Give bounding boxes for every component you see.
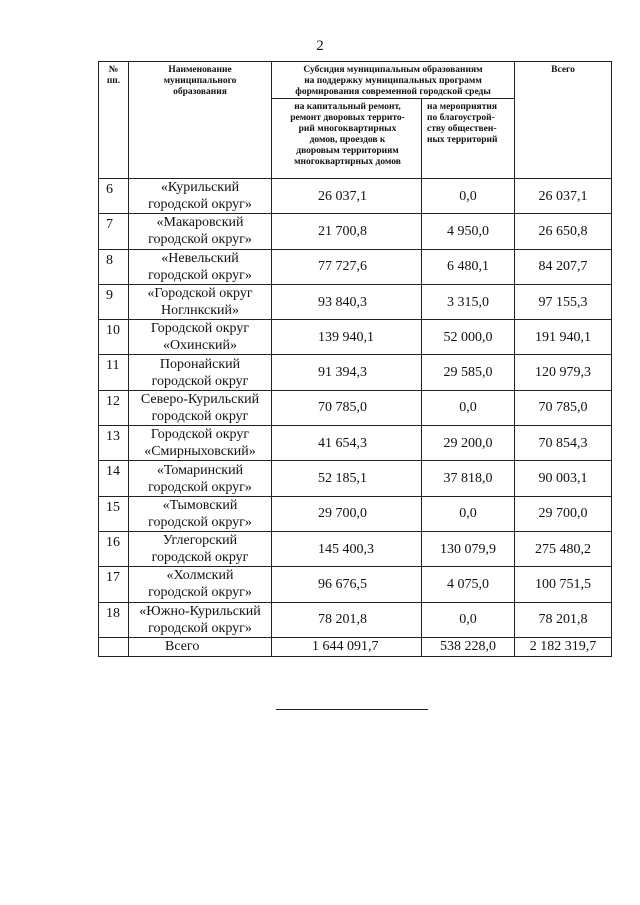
municipality-name: «Холмский городской округ» [129, 567, 272, 602]
table-row [99, 567, 612, 602]
row-number: 14 [99, 461, 129, 496]
municipality-name: «Невельский городской округ» [129, 249, 272, 284]
table-row [99, 320, 612, 355]
municipality-name: «Томаринский городской округ» [129, 461, 272, 496]
municipality-name: «Городской округ Ноглнкский» [129, 284, 272, 319]
table-row [99, 496, 612, 531]
improvement-value: 4 075,0 [422, 567, 515, 602]
municipality-name: Городской округ «Смирныховский» [129, 426, 272, 461]
capital-value: 91 394,3 [272, 355, 422, 390]
improvement-value: 0,0 [422, 390, 515, 425]
row-number: 13 [99, 426, 129, 461]
row-number: 9 [99, 284, 129, 319]
row-number: 15 [99, 496, 129, 531]
row-number: 12 [99, 390, 129, 425]
total-capital: 1 644 091,7 [272, 637, 422, 656]
municipality-name: Углегорский городской округ [129, 531, 272, 566]
table-row [99, 461, 612, 496]
page-number: 2 [316, 38, 324, 54]
row-number: 18 [99, 602, 129, 637]
capital-value: 29 700,0 [272, 496, 422, 531]
total-value: 84 207,7 [515, 249, 612, 284]
improvement-value: 130 079,9 [422, 531, 515, 566]
header-capital-repair: на капитальный ремонт, ремонт дворовых террито- рий многоквартирных домов, проездов к дворовым территориям многоквартирных домов [272, 99, 422, 179]
row-number: 11 [99, 355, 129, 390]
capital-value: 77 727,6 [272, 249, 422, 284]
total-num-cell [99, 637, 129, 656]
row-number: 10 [99, 320, 129, 355]
row-number: 6 [99, 179, 129, 214]
total-row [99, 637, 612, 656]
improvement-value: 3 315,0 [422, 284, 515, 319]
capital-value: 78 201,8 [272, 602, 422, 637]
total-value: 275 480,2 [515, 531, 612, 566]
capital-value: 139 940,1 [272, 320, 422, 355]
subsidy-table [98, 61, 612, 657]
total-value: 26 650,8 [515, 214, 612, 249]
total-value: 120 979,3 [515, 355, 612, 390]
municipality-name: «Макаровский городской округ» [129, 214, 272, 249]
improvement-value: 4 950,0 [422, 214, 515, 249]
header-total: Всего [515, 62, 612, 179]
row-number: 8 [99, 249, 129, 284]
improvement-value: 37 818,0 [422, 461, 515, 496]
improvement-value: 0,0 [422, 496, 515, 531]
table-row [99, 602, 612, 637]
table-row [99, 390, 612, 425]
total-value: 70 785,0 [515, 390, 612, 425]
table-row [99, 355, 612, 390]
total-sum: 2 182 319,7 [515, 637, 612, 656]
total-label: Всего [129, 637, 272, 656]
total-value: 26 037,1 [515, 179, 612, 214]
municipality-name: «Курильский городской округ» [129, 179, 272, 214]
header-number: № пп. [99, 62, 129, 179]
row-number: 7 [99, 214, 129, 249]
total-value: 70 854,3 [515, 426, 612, 461]
total-value: 90 003,1 [515, 461, 612, 496]
header-subsidy: Субсидия муниципальным образованиям на поддержку муниципальных программ формирования современной городской среды [272, 62, 515, 99]
total-value: 100 751,5 [515, 567, 612, 602]
municipality-name: Северо-Курильский городской округ [129, 390, 272, 425]
capital-value: 41 654,3 [272, 426, 422, 461]
table-row [99, 284, 612, 319]
row-number: 16 [99, 531, 129, 566]
table-row [99, 249, 612, 284]
header-name: Наименование муниципального образования [129, 62, 272, 179]
improvement-value: 29 585,0 [422, 355, 515, 390]
improvement-value: 0,0 [422, 179, 515, 214]
improvement-value: 0,0 [422, 602, 515, 637]
total-value: 97 155,3 [515, 284, 612, 319]
closing-rule [276, 709, 428, 710]
table-row [99, 214, 612, 249]
capital-value: 52 185,1 [272, 461, 422, 496]
total-value: 78 201,8 [515, 602, 612, 637]
municipality-name: Поронайский городской округ [129, 355, 272, 390]
total-improvement: 538 228,0 [422, 637, 515, 656]
total-value: 191 940,1 [515, 320, 612, 355]
table-row [99, 426, 612, 461]
capital-value: 93 840,3 [272, 284, 422, 319]
capital-value: 70 785,0 [272, 390, 422, 425]
capital-value: 96 676,5 [272, 567, 422, 602]
table-row [99, 179, 612, 214]
table-row [99, 531, 612, 566]
header-improvement: на мероприятия по благоустрой- ству обществен- ных территорий [422, 99, 515, 179]
capital-value: 26 037,1 [272, 179, 422, 214]
improvement-value: 6 480,1 [422, 249, 515, 284]
municipality-name: «Южно-Курильский городской округ» [129, 602, 272, 637]
capital-value: 21 700,8 [272, 214, 422, 249]
capital-value: 145 400,3 [272, 531, 422, 566]
municipality-name: «Тымовский городской округ» [129, 496, 272, 531]
row-number: 17 [99, 567, 129, 602]
municipality-name: Городской округ «Охинский» [129, 320, 272, 355]
total-value: 29 700,0 [515, 496, 612, 531]
improvement-value: 29 200,0 [422, 426, 515, 461]
improvement-value: 52 000,0 [422, 320, 515, 355]
